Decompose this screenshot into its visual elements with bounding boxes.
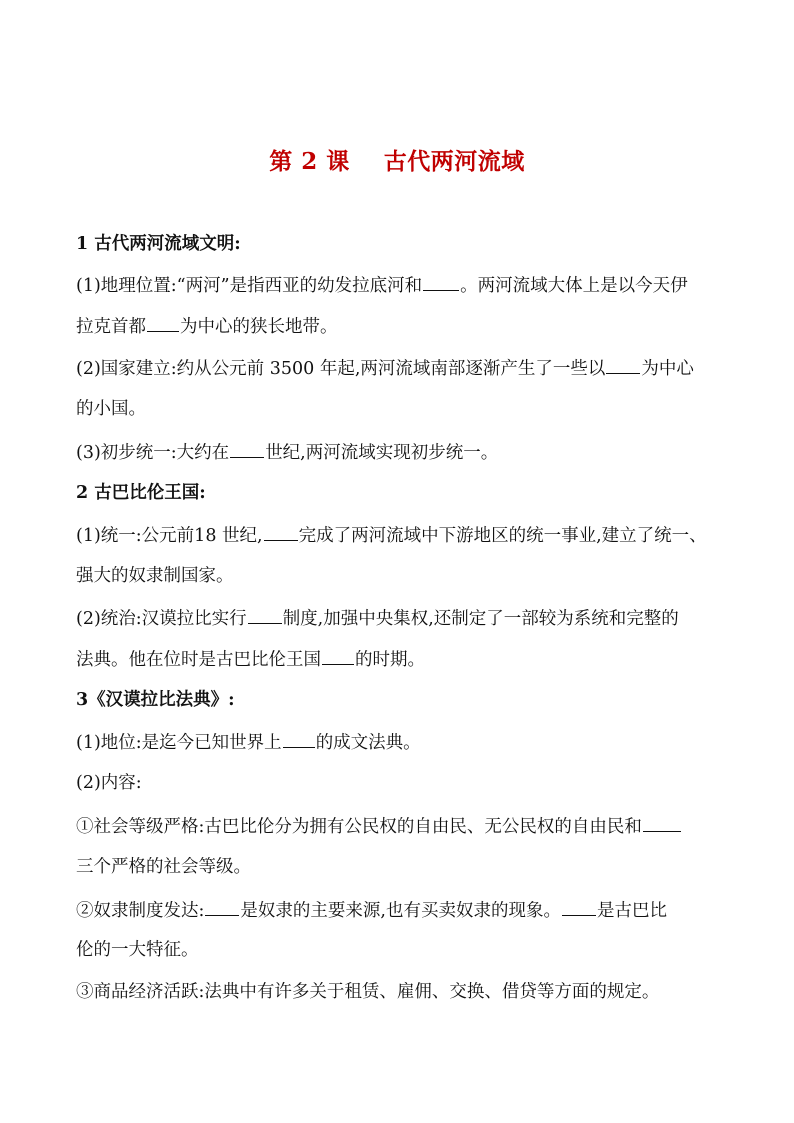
text-segment: 。两河流域大体上是以今天伊: [460, 276, 688, 296]
text-segment: 的小国。: [76, 399, 146, 419]
fill-blank: [643, 813, 681, 832]
text-line: [76, 729, 421, 755]
section-heading-3: 3《汉谟拉比法典》:: [76, 690, 235, 710]
text-segment: (2)国家建立:约从公元前 3500 年起,两河流域南部逐渐产生了一些以: [76, 359, 606, 379]
text-segment: 世纪,两河流域实现初步统一。: [265, 443, 499, 463]
text-line: [76, 605, 679, 631]
fill-blank: [283, 729, 315, 748]
text-line: [76, 980, 659, 1004]
text-segment: (1)统一:公元前18 世纪,: [76, 526, 263, 546]
text-segment: (1)地位:是迄今已知世界上: [76, 733, 282, 753]
fill-blank: [606, 355, 640, 374]
section-heading-2: 2 古巴比伦王国:: [76, 483, 206, 503]
text-segment: (1)地理位置:“两河”是指西亚的幼发拉底河和: [76, 276, 423, 296]
text-line: [76, 897, 667, 923]
text-line: [76, 771, 142, 795]
text-line: [76, 646, 425, 672]
fill-blank: [205, 897, 239, 916]
fill-blank: [264, 522, 298, 541]
text-segment: 是奴隶的主要来源,也有买卖奴隶的现象。: [240, 901, 561, 921]
text-segment: 完成了两河流域中下游地区的统一事业,建立了统一、: [298, 526, 707, 546]
text-segment: 是古巴比: [596, 901, 667, 921]
text-segment: 拉克首都: [76, 317, 146, 337]
text-line: [76, 855, 251, 879]
text-segment: 法典。他在位时是古巴比伦王国: [76, 650, 321, 670]
page-title: 第 2 课 古代两河流域: [269, 148, 525, 175]
text-segment: 伦的一大特征。: [76, 940, 199, 960]
text-line: [76, 938, 199, 962]
fill-blank: [562, 897, 596, 916]
fill-blank: [248, 605, 282, 624]
text-segment: 为中心: [641, 359, 694, 379]
text-line: [76, 313, 338, 339]
fill-blank: [322, 646, 354, 665]
text-segment: 制度,加强中央集权,还制定了一部较为系统和完整的: [282, 609, 679, 629]
text-line: [76, 439, 498, 465]
text-line: [76, 397, 146, 421]
text-segment: (3)初步统一:大约在: [76, 443, 230, 463]
text-segment: 三个严格的社会等级。: [76, 857, 251, 877]
text-line: [76, 564, 234, 588]
text-segment: ②奴隶制度发达:: [76, 901, 205, 921]
text-segment: 为中心的狭长地带。: [180, 317, 338, 337]
text-segment: (2)统治:汉谟拉比实行: [76, 609, 247, 629]
text-segment: (2)内容:: [76, 773, 142, 793]
text-segment: 的成文法典。: [315, 733, 421, 753]
fill-blank: [423, 272, 459, 291]
text-segment: 强大的奴隶制国家。: [76, 566, 234, 586]
fill-blank: [147, 313, 179, 332]
text-segment: ③商品经济活跃:法典中有许多关于租赁、雇佣、交换、借贷等方面的规定。: [76, 982, 660, 1002]
text-line: [76, 272, 688, 298]
text-segment: 的时期。: [355, 650, 425, 670]
text-line: [76, 813, 682, 839]
fill-blank: [230, 439, 264, 458]
text-line: [76, 522, 707, 548]
section-heading-1: 1 古代两河流域文明:: [76, 234, 241, 254]
text-line: [76, 355, 694, 381]
text-segment: ①社会等级严格:古巴比伦分为拥有公民权的自由民、无公民权的自由民和: [76, 817, 642, 837]
